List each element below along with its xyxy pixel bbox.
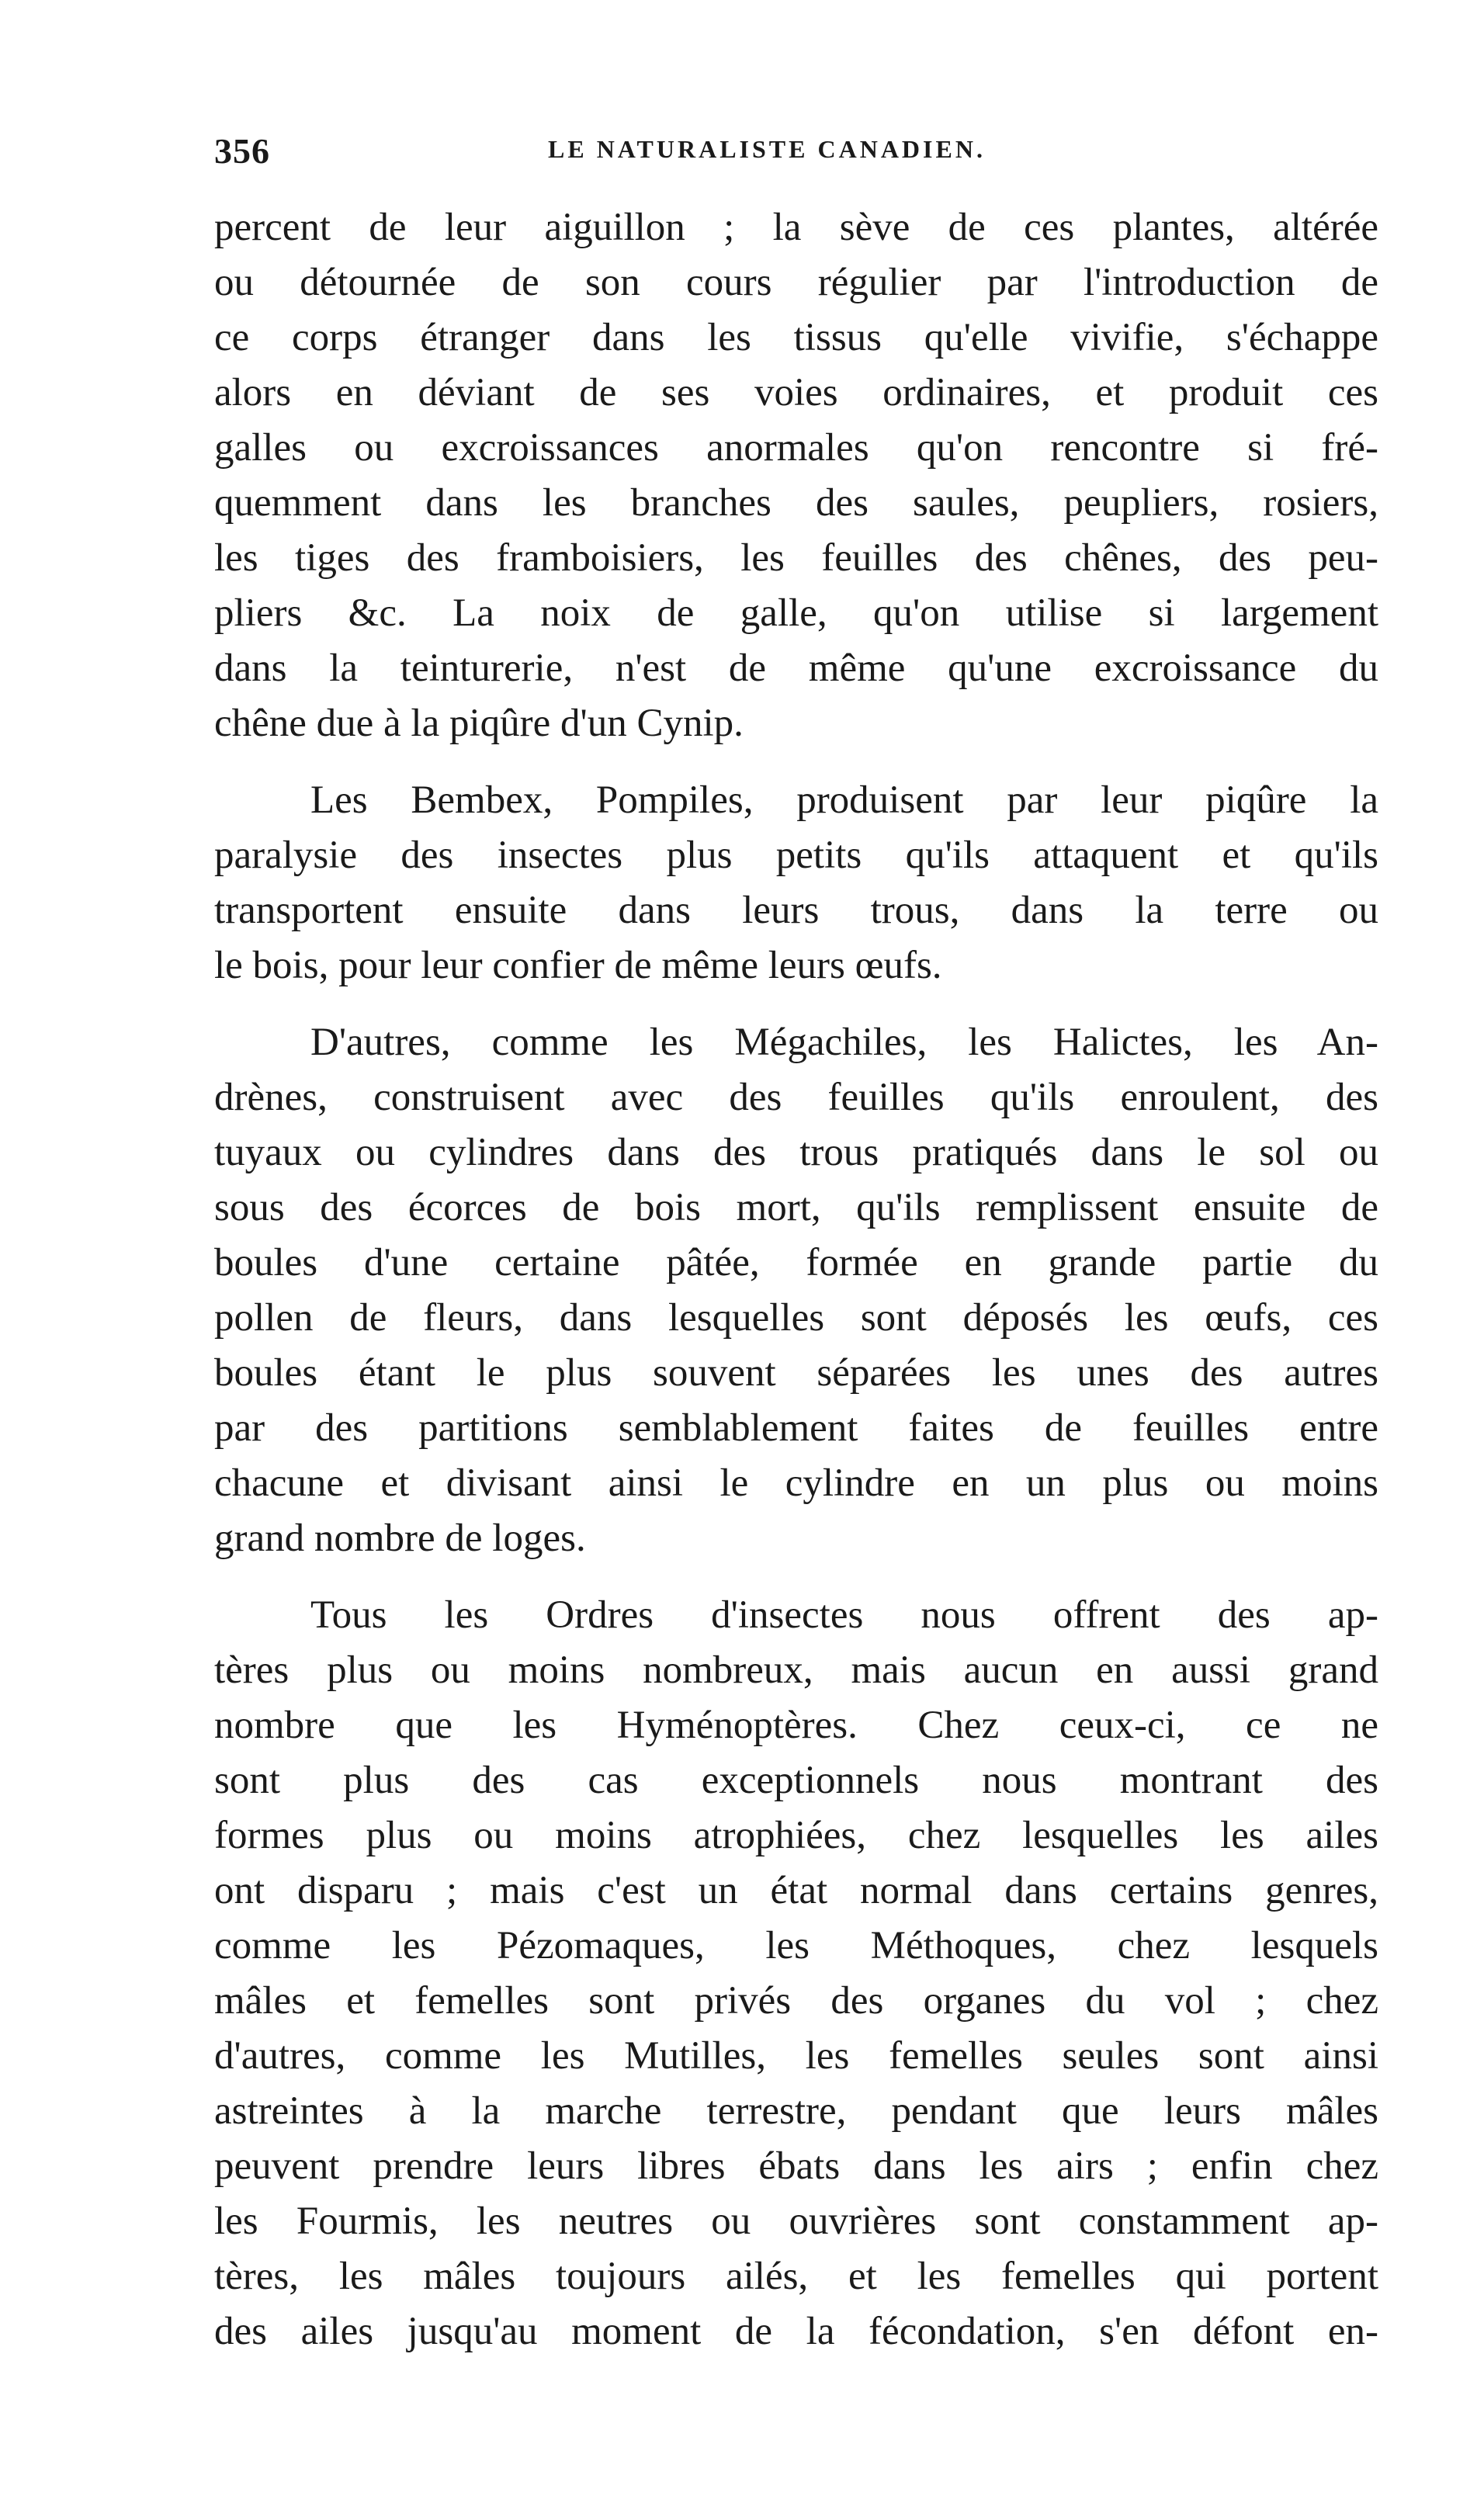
text-line: ce corps étranger dans les tissus qu'elle vivifie, s'échappe — [214, 316, 1378, 359]
text-line: les tiges des framboisiers, les feuilles des chênes, des peu- — [214, 536, 1378, 580]
text-line: galles ou excroissances anormales qu'on rencontre si fré- — [214, 426, 1378, 470]
text-line: tères, les mâles toujours ailés, et les femelles qui portent — [214, 2255, 1378, 2298]
text-line: par des partitions semblablement faites de feuilles entre — [214, 1406, 1378, 1450]
text-line: dans la teinturerie, n'est de même qu'une excroissance du — [214, 647, 1378, 690]
text-line: ont disparu ; mais c'est un état normal dans certains genres, — [214, 1869, 1378, 1912]
text-line: chacune et divisant ainsi le cylindre en un plus ou moins — [214, 1461, 1378, 1505]
page-number: 356 — [214, 131, 270, 171]
text-line: comme les Pézomaques, les Méthoques, chez lesquels — [214, 1924, 1378, 1967]
text-line: nombre que les Hyménoptères. Chez ceux-ci, ce ne — [214, 1704, 1378, 1747]
text-line: tuyaux ou cylindres dans des trous pratiqués dans le sol ou — [214, 1131, 1378, 1174]
text-line: quemment dans les branches des saules, peupliers, rosiers, — [214, 481, 1378, 525]
text-line: transportent ensuite dans leurs trous, dans la terre ou — [214, 889, 1378, 932]
text-line: les Fourmis, les neutres ou ouvrières sont constamment ap- — [214, 2200, 1378, 2243]
paragraph — [214, 200, 1378, 751]
text-line: boules d'une certaine pâtée, formée en grande partie du — [214, 1241, 1378, 1284]
text-line: formes plus ou moins atrophiées, chez lesquelles les ailes — [214, 1814, 1378, 1857]
text-line: percent de leur aiguillon ; la sève de ces plantes, altérée — [214, 206, 1378, 249]
text-line: mâles et femelles sont privés des organes du vol ; chez — [214, 1979, 1378, 2023]
text-line: D'autres, comme les Mégachiles, les Halictes, les An- — [310, 1021, 1378, 1064]
text-line: alors en déviant de ses voies ordinaires, et produit ces — [214, 371, 1378, 414]
body-text — [214, 200, 1378, 2359]
text-line: grand nombre de loges. — [214, 1517, 586, 1560]
paragraph — [214, 773, 1378, 993]
running-head: LE NATURALISTE CANADIEN. — [548, 135, 986, 163]
text-line: le bois, pour leur confier de même leurs œufs. — [214, 944, 942, 987]
text-line: drènes, construisent avec des feuilles qu'ils enroulent, des — [214, 1076, 1378, 1119]
text-line: pliers &c. La noix de galle, qu'on utilise si largement — [214, 591, 1378, 635]
text-line: pollen de fleurs, dans lesquelles sont déposés les œufs, ces — [214, 1296, 1378, 1340]
text-line: tères plus ou moins nombreux, mais aucun en aussi grand — [214, 1648, 1378, 1692]
paragraph — [214, 1015, 1378, 1566]
paragraph — [214, 1588, 1378, 2359]
text-line: boules étant le plus souvent séparées les unes des autres — [214, 1351, 1378, 1395]
text-line: peuvent prendre leurs libres ébats dans les airs ; enfin chez — [214, 2144, 1378, 2188]
text-line: paralysie des insectes plus petits qu'ils attaquent et qu'ils — [214, 834, 1378, 877]
text-line: des ailes jusqu'au moment de la fécondation, s'en défont en- — [214, 2310, 1378, 2353]
text-line: sous des écorces de bois mort, qu'ils remplissent ensuite de — [214, 1186, 1378, 1229]
text-line: Les Bembex, Pompiles, produisent par leur piqûre la — [310, 778, 1378, 822]
text-line: sont plus des cas exceptionnels nous montrant des — [214, 1759, 1378, 1802]
text-line: Tous les Ordres d'insectes nous offrent des ap- — [310, 1593, 1378, 1637]
text-line: ou détournée de son cours régulier par l'introduction de — [214, 261, 1378, 304]
text-line: d'autres, comme les Mutilles, les femelles seules sont ainsi — [214, 2034, 1378, 2078]
text-line: chêne due à la piqûre d'un Cynip. — [214, 702, 744, 745]
text-line: astreintes à la marche terrestre, pendant que leurs mâles — [214, 2089, 1378, 2133]
page-header — [214, 130, 1378, 177]
